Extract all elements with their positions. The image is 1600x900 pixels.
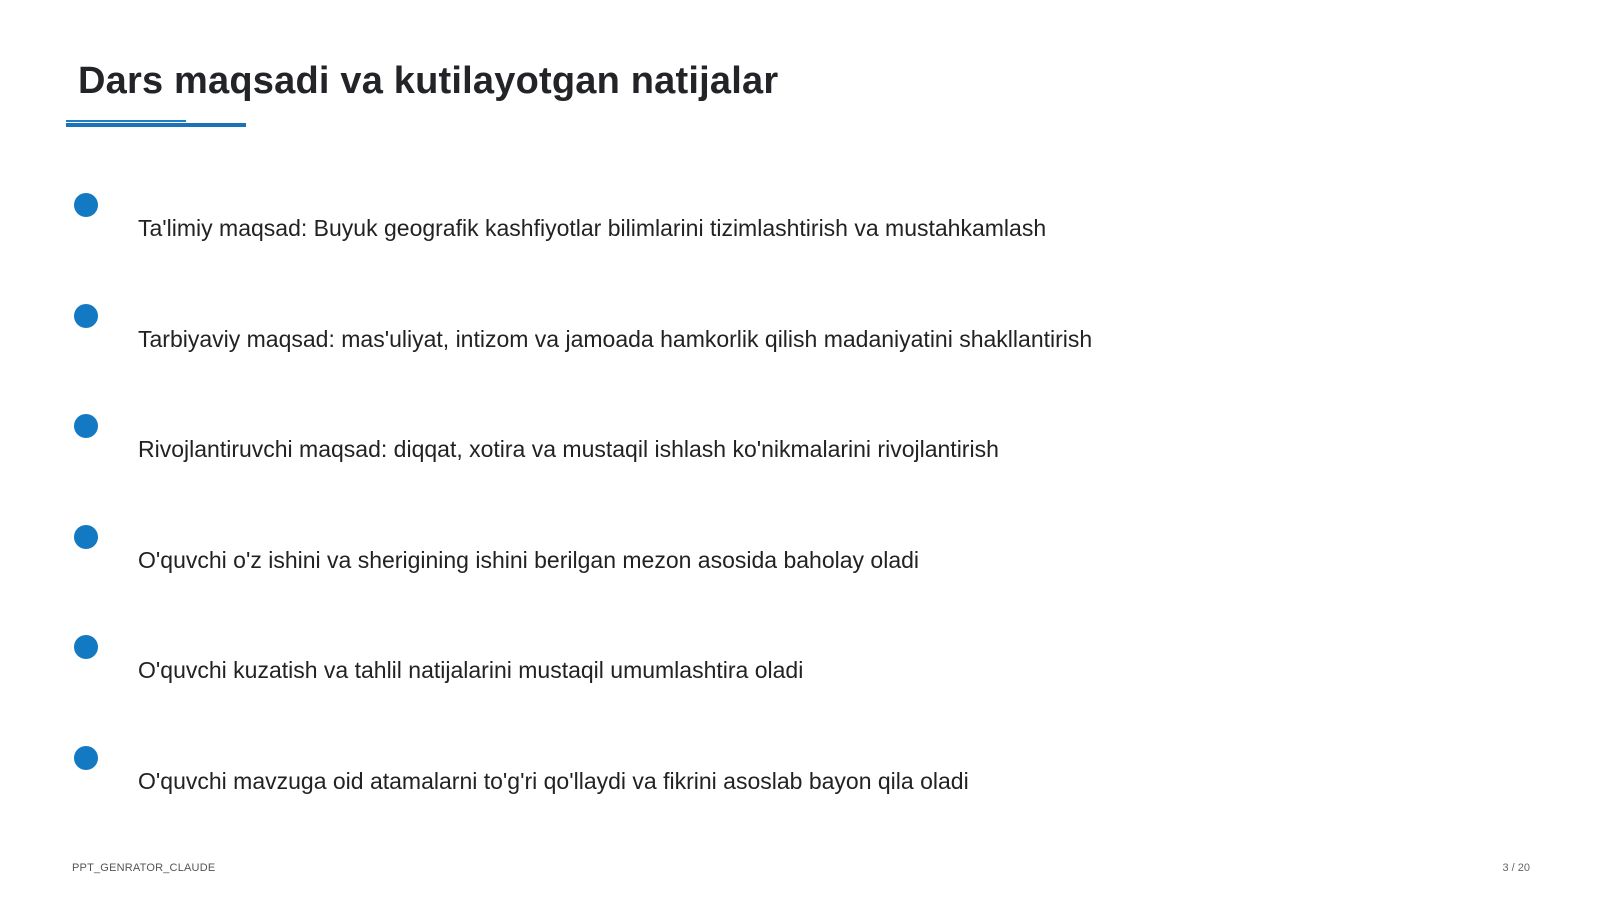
title-underline-accent xyxy=(66,120,186,122)
bullet-dot-icon xyxy=(74,635,98,659)
list-item-text: Rivojlantiruvchi maqsad: diqqat, xotira va mustaqil ishlash ko'nikmalarini rivojlantirish xyxy=(138,436,999,462)
list-item-text: Tarbiyaviy maqsad: mas'uliyat, intizom va jamoada hamkorlik qilish madaniyatini shakllantirish xyxy=(138,326,1093,352)
footer-source: PPT_GENRATOR_CLAUDE xyxy=(72,862,216,874)
bullet-dot-icon xyxy=(74,746,98,770)
list-item-text: O'quvchi mavzuga oid atamalarni to'g'ri qo'llaydi va fikrini asoslab bayon qila oladi xyxy=(138,768,969,794)
page-number: 3 / 20 xyxy=(1502,862,1530,874)
list-item xyxy=(0,746,1400,826)
list-item-text: O'quvchi o'z ishini va sherigining ishini berilgan mezon asosida baholay oladi xyxy=(138,547,920,573)
list-item-text: O'quvchi kuzatish va tahlil natijalarini mustaqil umumlashtira oladi xyxy=(138,657,804,683)
bullet-dot-icon xyxy=(74,304,98,328)
list-item xyxy=(0,193,1400,273)
list-item xyxy=(0,414,1400,494)
title-underline xyxy=(66,123,246,127)
bullet-dot-icon xyxy=(74,414,98,438)
list-item xyxy=(0,525,1400,605)
list-item-text: Ta'limiy maqsad: Buyuk geografik kashfiyotlar bilimlarini tizimlashtirish va mustahkamlash xyxy=(138,215,1047,241)
slide-title: Dars maqsadi va kutilayotgan natijalar xyxy=(78,60,779,102)
list-item xyxy=(0,304,1400,384)
list-item xyxy=(0,635,1400,715)
bullet-dot-icon xyxy=(74,193,98,217)
bullet-dot-icon xyxy=(74,525,98,549)
